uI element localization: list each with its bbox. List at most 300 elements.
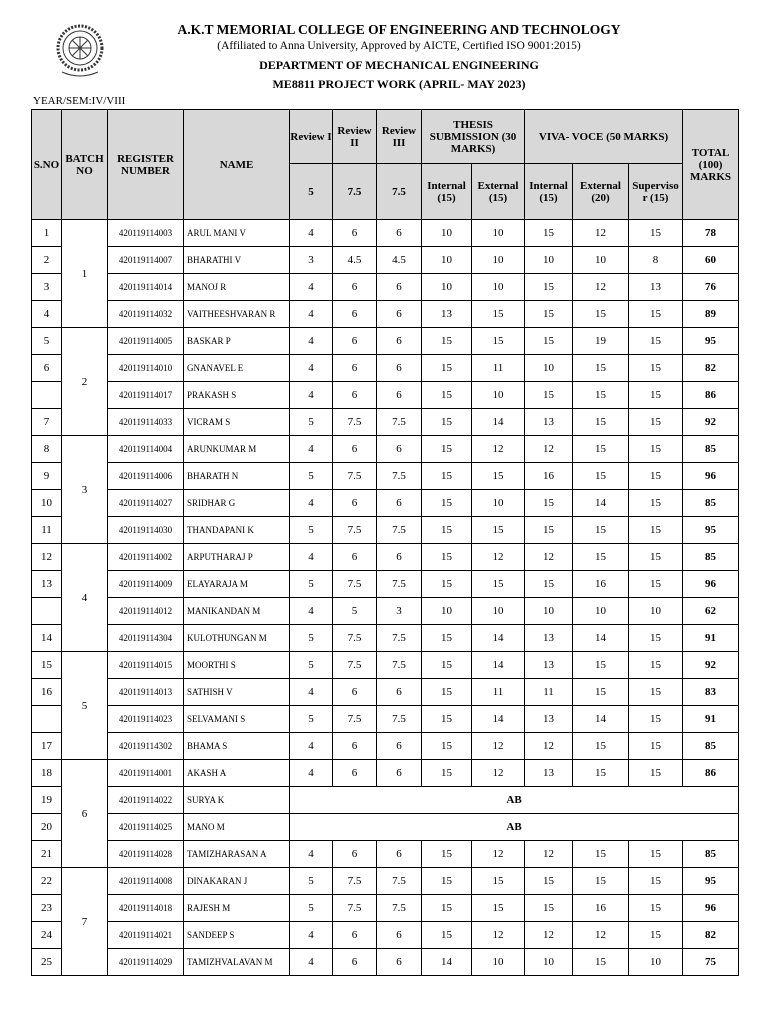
sno-cell: [32, 706, 62, 733]
total-cell: 85: [683, 841, 739, 868]
viva-external-cell: 19: [573, 328, 629, 355]
batch-cell: 4: [62, 544, 108, 652]
viva-internal-cell: 15: [525, 220, 573, 247]
review1-cell: 4: [290, 949, 333, 976]
review3-cell: 7.5: [377, 706, 422, 733]
marks-table: [31, 109, 739, 976]
table-row: [32, 895, 739, 922]
register-number-cell: 420119114001: [108, 760, 184, 787]
thesis-internal-cell: 15: [422, 922, 472, 949]
name-cell: KULOTHUNGAN M: [184, 625, 290, 652]
thesis-external-cell: 15: [472, 571, 525, 598]
thesis-external-cell: 14: [472, 706, 525, 733]
review3-cell: 6: [377, 490, 422, 517]
viva-supervisor-cell: 15: [629, 733, 683, 760]
viva-supervisor-cell: 15: [629, 517, 683, 544]
thesis-external-cell: 11: [472, 355, 525, 382]
thesis-internal-cell: 15: [422, 571, 472, 598]
name-cell: MANIKANDAN M: [184, 598, 290, 625]
viva-internal-cell: 12: [525, 841, 573, 868]
thesis-internal-cell: 10: [422, 220, 472, 247]
name-cell: BHARATH N: [184, 463, 290, 490]
name-cell: SATHISH V: [184, 679, 290, 706]
review3-cell: 6: [377, 760, 422, 787]
register-number-cell: 420119114304: [108, 625, 184, 652]
name-cell: PRAKASH S: [184, 382, 290, 409]
sno-cell: 8: [32, 436, 62, 463]
total-cell: 85: [683, 544, 739, 571]
register-number-cell: 420119114013: [108, 679, 184, 706]
name-cell: SELVAMANI S: [184, 706, 290, 733]
review2-cell: 7.5: [333, 625, 377, 652]
thesis-external-cell: 12: [472, 922, 525, 949]
review2-cell: 6: [333, 355, 377, 382]
viva-supervisor-cell: 15: [629, 652, 683, 679]
viva-internal-cell: 10: [525, 247, 573, 274]
viva-external-cell: 15: [573, 760, 629, 787]
review1-cell: 3: [290, 247, 333, 274]
review2-cell: 7.5: [333, 571, 377, 598]
name-cell: ARUNKUMAR M: [184, 436, 290, 463]
total-cell: 92: [683, 652, 739, 679]
register-number-cell: 420119114004: [108, 436, 184, 463]
total-cell: 85: [683, 436, 739, 463]
viva-supervisor-cell: 15: [629, 382, 683, 409]
header-review2: Review II: [333, 110, 377, 164]
table-row: [32, 436, 739, 463]
total-cell: 82: [683, 355, 739, 382]
table-row: [32, 841, 739, 868]
sno-cell: [32, 598, 62, 625]
viva-internal-cell: 16: [525, 463, 573, 490]
total-cell: 78: [683, 220, 739, 247]
register-number-cell: 420119114006: [108, 463, 184, 490]
batch-cell: 6: [62, 760, 108, 868]
thesis-external-cell: 15: [472, 895, 525, 922]
register-number-cell: 420119114005: [108, 328, 184, 355]
name-cell: RAJESH M: [184, 895, 290, 922]
viva-supervisor-cell: 15: [629, 220, 683, 247]
name-cell: MANO M: [184, 814, 290, 841]
viva-supervisor-cell: 15: [629, 868, 683, 895]
sno-cell: 6: [32, 355, 62, 382]
sno-cell: 19: [32, 787, 62, 814]
review3-cell: 6: [377, 220, 422, 247]
course-title: ME8811 PROJECT WORK (APRIL- MAY 2023): [272, 77, 526, 91]
review2-cell: 6: [333, 922, 377, 949]
table-row: [32, 517, 739, 544]
register-number-cell: 420119114033: [108, 409, 184, 436]
review2-cell: 6: [333, 436, 377, 463]
total-cell: 89: [683, 301, 739, 328]
sno-cell: 24: [32, 922, 62, 949]
viva-internal-cell: 13: [525, 625, 573, 652]
thesis-external-cell: 10: [472, 274, 525, 301]
viva-internal-cell: 15: [525, 895, 573, 922]
header-thesis-external: External (15): [472, 164, 525, 220]
register-number-cell: 420119114025: [108, 814, 184, 841]
viva-supervisor-cell: 15: [629, 625, 683, 652]
name-cell: DINAKARAN J: [184, 868, 290, 895]
viva-external-cell: 16: [573, 895, 629, 922]
viva-supervisor-cell: 15: [629, 328, 683, 355]
sno-cell: 22: [32, 868, 62, 895]
table-row: [32, 247, 739, 274]
name-cell: ARUL MANI V: [184, 220, 290, 247]
thesis-external-cell: 10: [472, 247, 525, 274]
total-cell: 83: [683, 679, 739, 706]
thesis-external-cell: 15: [472, 301, 525, 328]
review1-cell: 5: [290, 409, 333, 436]
thesis-external-cell: 14: [472, 625, 525, 652]
viva-supervisor-cell: 15: [629, 490, 683, 517]
viva-supervisor-cell: 15: [629, 436, 683, 463]
sno-cell: 25: [32, 949, 62, 976]
sno-cell: 10: [32, 490, 62, 517]
thesis-external-cell: 12: [472, 760, 525, 787]
register-number-cell: 420119114010: [108, 355, 184, 382]
batch-cell: 7: [62, 868, 108, 976]
viva-internal-cell: 15: [525, 571, 573, 598]
thesis-internal-cell: 15: [422, 544, 472, 571]
thesis-internal-cell: 14: [422, 949, 472, 976]
table-row: [32, 625, 739, 652]
viva-internal-cell: 15: [525, 274, 573, 301]
viva-supervisor-cell: 15: [629, 544, 683, 571]
viva-supervisor-cell: 15: [629, 760, 683, 787]
viva-external-cell: 15: [573, 517, 629, 544]
register-number-cell: 420119114002: [108, 544, 184, 571]
total-cell: 96: [683, 463, 739, 490]
department-name: DEPARTMENT OF MECHANICAL ENGINEERING: [259, 58, 539, 72]
sno-cell: 4: [32, 301, 62, 328]
viva-internal-cell: 12: [525, 922, 573, 949]
thesis-external-cell: 10: [472, 598, 525, 625]
header-batch: BATCH NO: [62, 110, 108, 220]
total-cell: 82: [683, 922, 739, 949]
viva-supervisor-cell: 15: [629, 463, 683, 490]
thesis-internal-cell: 15: [422, 436, 472, 463]
thesis-internal-cell: 15: [422, 706, 472, 733]
header-thesis: THESIS SUBMISSION (30 MARKS): [422, 110, 525, 164]
viva-external-cell: 15: [573, 436, 629, 463]
total-cell: 75: [683, 949, 739, 976]
review3-cell: 7.5: [377, 625, 422, 652]
review2-cell: 7.5: [333, 706, 377, 733]
viva-external-cell: 14: [573, 490, 629, 517]
thesis-internal-cell: 15: [422, 328, 472, 355]
review3-cell: 4.5: [377, 247, 422, 274]
review1-cell: 4: [290, 922, 333, 949]
sno-cell: 5: [32, 328, 62, 355]
review1-cell: 5: [290, 463, 333, 490]
sno-cell: 14: [32, 625, 62, 652]
viva-external-cell: 15: [573, 679, 629, 706]
sno-cell: [32, 382, 62, 409]
review1-cell: 4: [290, 544, 333, 571]
review2-cell: 7.5: [333, 868, 377, 895]
review3-cell: 6: [377, 949, 422, 976]
college-name: A.K.T MEMORIAL COLLEGE OF ENGINEERING AND TECHNOLOGY: [177, 22, 621, 37]
absent-cell: AB: [290, 787, 739, 814]
register-number-cell: 420119114009: [108, 571, 184, 598]
thesis-internal-cell: 15: [422, 868, 472, 895]
table-row: [32, 274, 739, 301]
name-cell: TAMIZHARASAN A: [184, 841, 290, 868]
viva-internal-cell: 15: [525, 517, 573, 544]
sno-cell: 1: [32, 220, 62, 247]
review1-cell: 4: [290, 733, 333, 760]
viva-external-cell: 15: [573, 544, 629, 571]
review1-cell: 5: [290, 706, 333, 733]
thesis-external-cell: 12: [472, 436, 525, 463]
register-number-cell: 420119114021: [108, 922, 184, 949]
viva-supervisor-cell: 15: [629, 922, 683, 949]
viva-supervisor-cell: 15: [629, 706, 683, 733]
review2-cell: 7.5: [333, 409, 377, 436]
table-row: [32, 328, 739, 355]
table-row: [32, 706, 739, 733]
review1-cell: 4: [290, 841, 333, 868]
sno-cell: 13: [32, 571, 62, 598]
review3-cell: 6: [377, 328, 422, 355]
header-review3-max: 7.5: [377, 164, 422, 220]
viva-supervisor-cell: 15: [629, 409, 683, 436]
total-cell: 85: [683, 733, 739, 760]
table-row: [32, 301, 739, 328]
review3-cell: 6: [377, 679, 422, 706]
thesis-external-cell: 15: [472, 463, 525, 490]
review3-cell: 7.5: [377, 463, 422, 490]
table-row: [32, 922, 739, 949]
viva-supervisor-cell: 15: [629, 841, 683, 868]
name-cell: BASKAR P: [184, 328, 290, 355]
name-cell: SRIDHAR G: [184, 490, 290, 517]
total-cell: 91: [683, 625, 739, 652]
viva-supervisor-cell: 15: [629, 301, 683, 328]
sno-cell: 9: [32, 463, 62, 490]
viva-internal-cell: 13: [525, 706, 573, 733]
review1-cell: 4: [290, 598, 333, 625]
batch-cell: 2: [62, 328, 108, 436]
review2-cell: 6: [333, 841, 377, 868]
thesis-internal-cell: 10: [422, 247, 472, 274]
total-cell: 95: [683, 868, 739, 895]
table-row: [32, 220, 739, 247]
year-semester: YEAR/SEM:IV/VIII: [33, 95, 126, 107]
viva-internal-cell: 13: [525, 409, 573, 436]
review2-cell: 7.5: [333, 652, 377, 679]
viva-external-cell: 15: [573, 949, 629, 976]
review2-cell: 7.5: [333, 517, 377, 544]
review2-cell: 6: [333, 301, 377, 328]
review3-cell: 7.5: [377, 409, 422, 436]
header-thesis-internal: Internal (15): [422, 164, 472, 220]
total-cell: 85: [683, 490, 739, 517]
total-cell: 62: [683, 598, 739, 625]
table-row: [32, 949, 739, 976]
review2-cell: 6: [333, 274, 377, 301]
viva-internal-cell: 15: [525, 490, 573, 517]
review2-cell: 6: [333, 760, 377, 787]
sno-cell: 16: [32, 679, 62, 706]
review3-cell: 6: [377, 301, 422, 328]
register-number-cell: 420119114012: [108, 598, 184, 625]
viva-internal-cell: 12: [525, 733, 573, 760]
thesis-internal-cell: 15: [422, 463, 472, 490]
total-cell: 76: [683, 274, 739, 301]
name-cell: TAMIZHVALAVAN M: [184, 949, 290, 976]
review3-cell: 6: [377, 544, 422, 571]
thesis-internal-cell: 15: [422, 382, 472, 409]
total-cell: 86: [683, 760, 739, 787]
viva-external-cell: 10: [573, 247, 629, 274]
register-number-cell: 420119114018: [108, 895, 184, 922]
total-cell: 96: [683, 895, 739, 922]
viva-external-cell: 15: [573, 868, 629, 895]
table-row: [32, 760, 739, 787]
table-row: [32, 463, 739, 490]
affiliation-line: (Affiliated to Anna University, Approved by AICTE, Certified ISO 9001:2015): [217, 40, 581, 52]
thesis-external-cell: 10: [472, 949, 525, 976]
thesis-external-cell: 14: [472, 652, 525, 679]
viva-external-cell: 15: [573, 733, 629, 760]
table-row: [32, 490, 739, 517]
review1-cell: 4: [290, 436, 333, 463]
review1-cell: 4: [290, 679, 333, 706]
table-row: [32, 598, 739, 625]
review3-cell: 6: [377, 274, 422, 301]
review3-cell: 7.5: [377, 895, 422, 922]
table-row: [32, 733, 739, 760]
review3-cell: 7.5: [377, 571, 422, 598]
thesis-internal-cell: 15: [422, 490, 472, 517]
register-number-cell: 420119114017: [108, 382, 184, 409]
viva-internal-cell: 15: [525, 328, 573, 355]
table-row: [32, 571, 739, 598]
table-row: [32, 652, 739, 679]
viva-supervisor-cell: 10: [629, 598, 683, 625]
header-review1-max: 5: [290, 164, 333, 220]
header-viva-supervisor: Superviso r (15): [629, 164, 683, 220]
sno-cell: 21: [32, 841, 62, 868]
viva-internal-cell: 15: [525, 382, 573, 409]
sno-cell: 7: [32, 409, 62, 436]
sno-cell: 12: [32, 544, 62, 571]
header-review2-max: 7.5: [333, 164, 377, 220]
review2-cell: 6: [333, 733, 377, 760]
header-viva: VIVA- VOCE (50 MARKS): [525, 110, 683, 164]
thesis-internal-cell: 15: [422, 355, 472, 382]
review2-cell: 7.5: [333, 463, 377, 490]
name-cell: VICRAM S: [184, 409, 290, 436]
review1-cell: 5: [290, 868, 333, 895]
register-number-cell: 420119114022: [108, 787, 184, 814]
review3-cell: 6: [377, 436, 422, 463]
sno-cell: 18: [32, 760, 62, 787]
thesis-external-cell: 10: [472, 490, 525, 517]
review1-cell: 4: [290, 382, 333, 409]
viva-external-cell: 16: [573, 571, 629, 598]
review1-cell: 4: [290, 355, 333, 382]
total-cell: 91: [683, 706, 739, 733]
name-cell: VAITHEESHVARAN R: [184, 301, 290, 328]
register-number-cell: 420119114008: [108, 868, 184, 895]
thesis-internal-cell: 15: [422, 895, 472, 922]
viva-external-cell: 15: [573, 652, 629, 679]
review1-cell: 4: [290, 328, 333, 355]
review2-cell: 5: [333, 598, 377, 625]
thesis-internal-cell: 15: [422, 760, 472, 787]
thesis-external-cell: 12: [472, 841, 525, 868]
thesis-external-cell: 12: [472, 544, 525, 571]
review1-cell: 4: [290, 220, 333, 247]
review2-cell: 6: [333, 949, 377, 976]
review2-cell: 6: [333, 328, 377, 355]
viva-supervisor-cell: 8: [629, 247, 683, 274]
review1-cell: 5: [290, 571, 333, 598]
name-cell: GNANAVEL E: [184, 355, 290, 382]
review3-cell: 7.5: [377, 868, 422, 895]
sno-cell: 11: [32, 517, 62, 544]
viva-external-cell: 15: [573, 382, 629, 409]
viva-external-cell: 10: [573, 598, 629, 625]
total-cell: 60: [683, 247, 739, 274]
header-viva-external: External (20): [573, 164, 629, 220]
marks-table-body: [32, 220, 739, 976]
register-number-cell: 420119114028: [108, 841, 184, 868]
thesis-external-cell: 15: [472, 328, 525, 355]
register-number-cell: 420119114030: [108, 517, 184, 544]
viva-supervisor-cell: 15: [629, 571, 683, 598]
header-name: NAME: [184, 110, 290, 220]
batch-cell: 5: [62, 652, 108, 760]
total-cell: 92: [683, 409, 739, 436]
review1-cell: 5: [290, 625, 333, 652]
table-row: [32, 868, 739, 895]
register-number-cell: 420119114027: [108, 490, 184, 517]
viva-supervisor-cell: 13: [629, 274, 683, 301]
thesis-internal-cell: 15: [422, 733, 472, 760]
sno-cell: 20: [32, 814, 62, 841]
viva-internal-cell: 15: [525, 868, 573, 895]
thesis-internal-cell: 10: [422, 274, 472, 301]
review3-cell: 7.5: [377, 652, 422, 679]
viva-external-cell: 15: [573, 463, 629, 490]
viva-supervisor-cell: 10: [629, 949, 683, 976]
review2-cell: 6: [333, 490, 377, 517]
name-cell: BHARATHI V: [184, 247, 290, 274]
thesis-external-cell: 11: [472, 679, 525, 706]
name-cell: MOORTHI S: [184, 652, 290, 679]
name-cell: BHAMA S: [184, 733, 290, 760]
viva-supervisor-cell: 15: [629, 679, 683, 706]
register-number-cell: 420119114029: [108, 949, 184, 976]
review3-cell: 6: [377, 355, 422, 382]
table-row: [32, 814, 739, 841]
thesis-external-cell: 15: [472, 868, 525, 895]
review1-cell: 5: [290, 895, 333, 922]
viva-external-cell: 12: [573, 274, 629, 301]
name-cell: MANOJ R: [184, 274, 290, 301]
thesis-internal-cell: 15: [422, 652, 472, 679]
viva-internal-cell: 13: [525, 760, 573, 787]
table-row: [32, 409, 739, 436]
viva-supervisor-cell: 15: [629, 895, 683, 922]
name-cell: ARPUTHARAJ P: [184, 544, 290, 571]
viva-internal-cell: 10: [525, 355, 573, 382]
review1-cell: 4: [290, 490, 333, 517]
